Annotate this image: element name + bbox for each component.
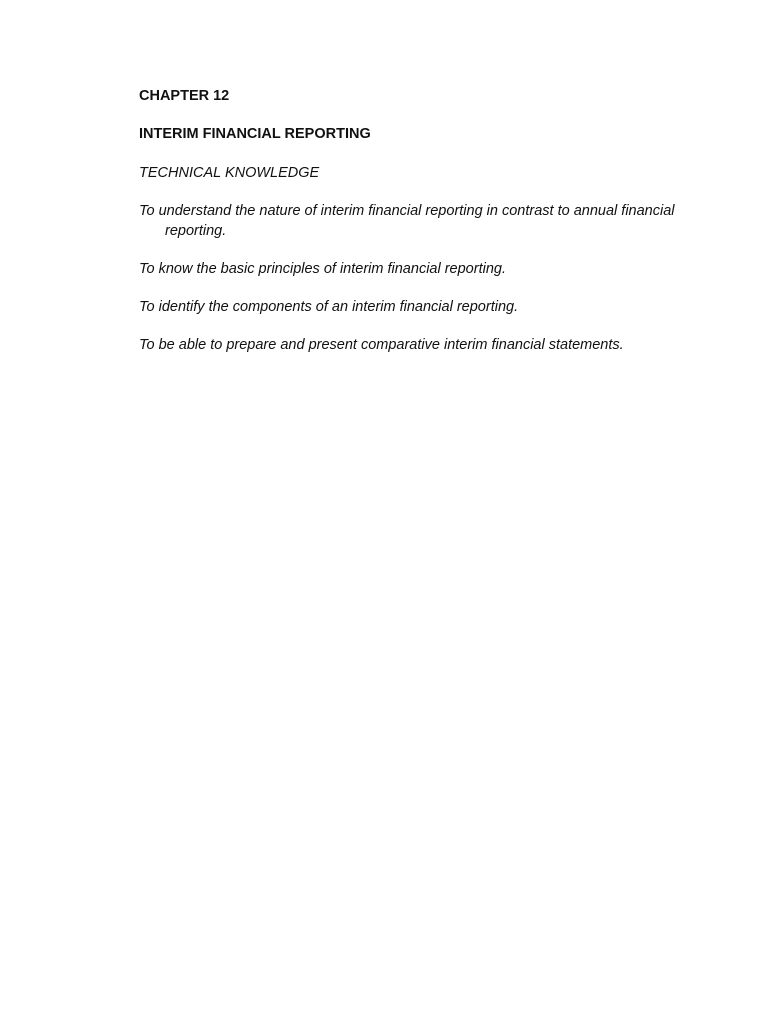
objective-paragraph: To understand the nature of interim financial reporting in contrast to annual financial reporting. <box>139 203 675 239</box>
objective-paragraph: To know the basic principles of interim financial reporting. <box>139 261 506 277</box>
objective-paragraph: To be able to prepare and present comparative interim financial statements. <box>139 337 624 353</box>
page-content <box>139 86 699 373</box>
section-heading: TECHNICAL KNOWLEDGE <box>139 165 320 181</box>
chapter-label: CHAPTER 12 <box>139 88 230 104</box>
chapter-title: INTERIM FINANCIAL REPORTING <box>139 126 371 142</box>
objective-paragraph: To identify the components of an interim financial reporting. <box>139 299 519 315</box>
